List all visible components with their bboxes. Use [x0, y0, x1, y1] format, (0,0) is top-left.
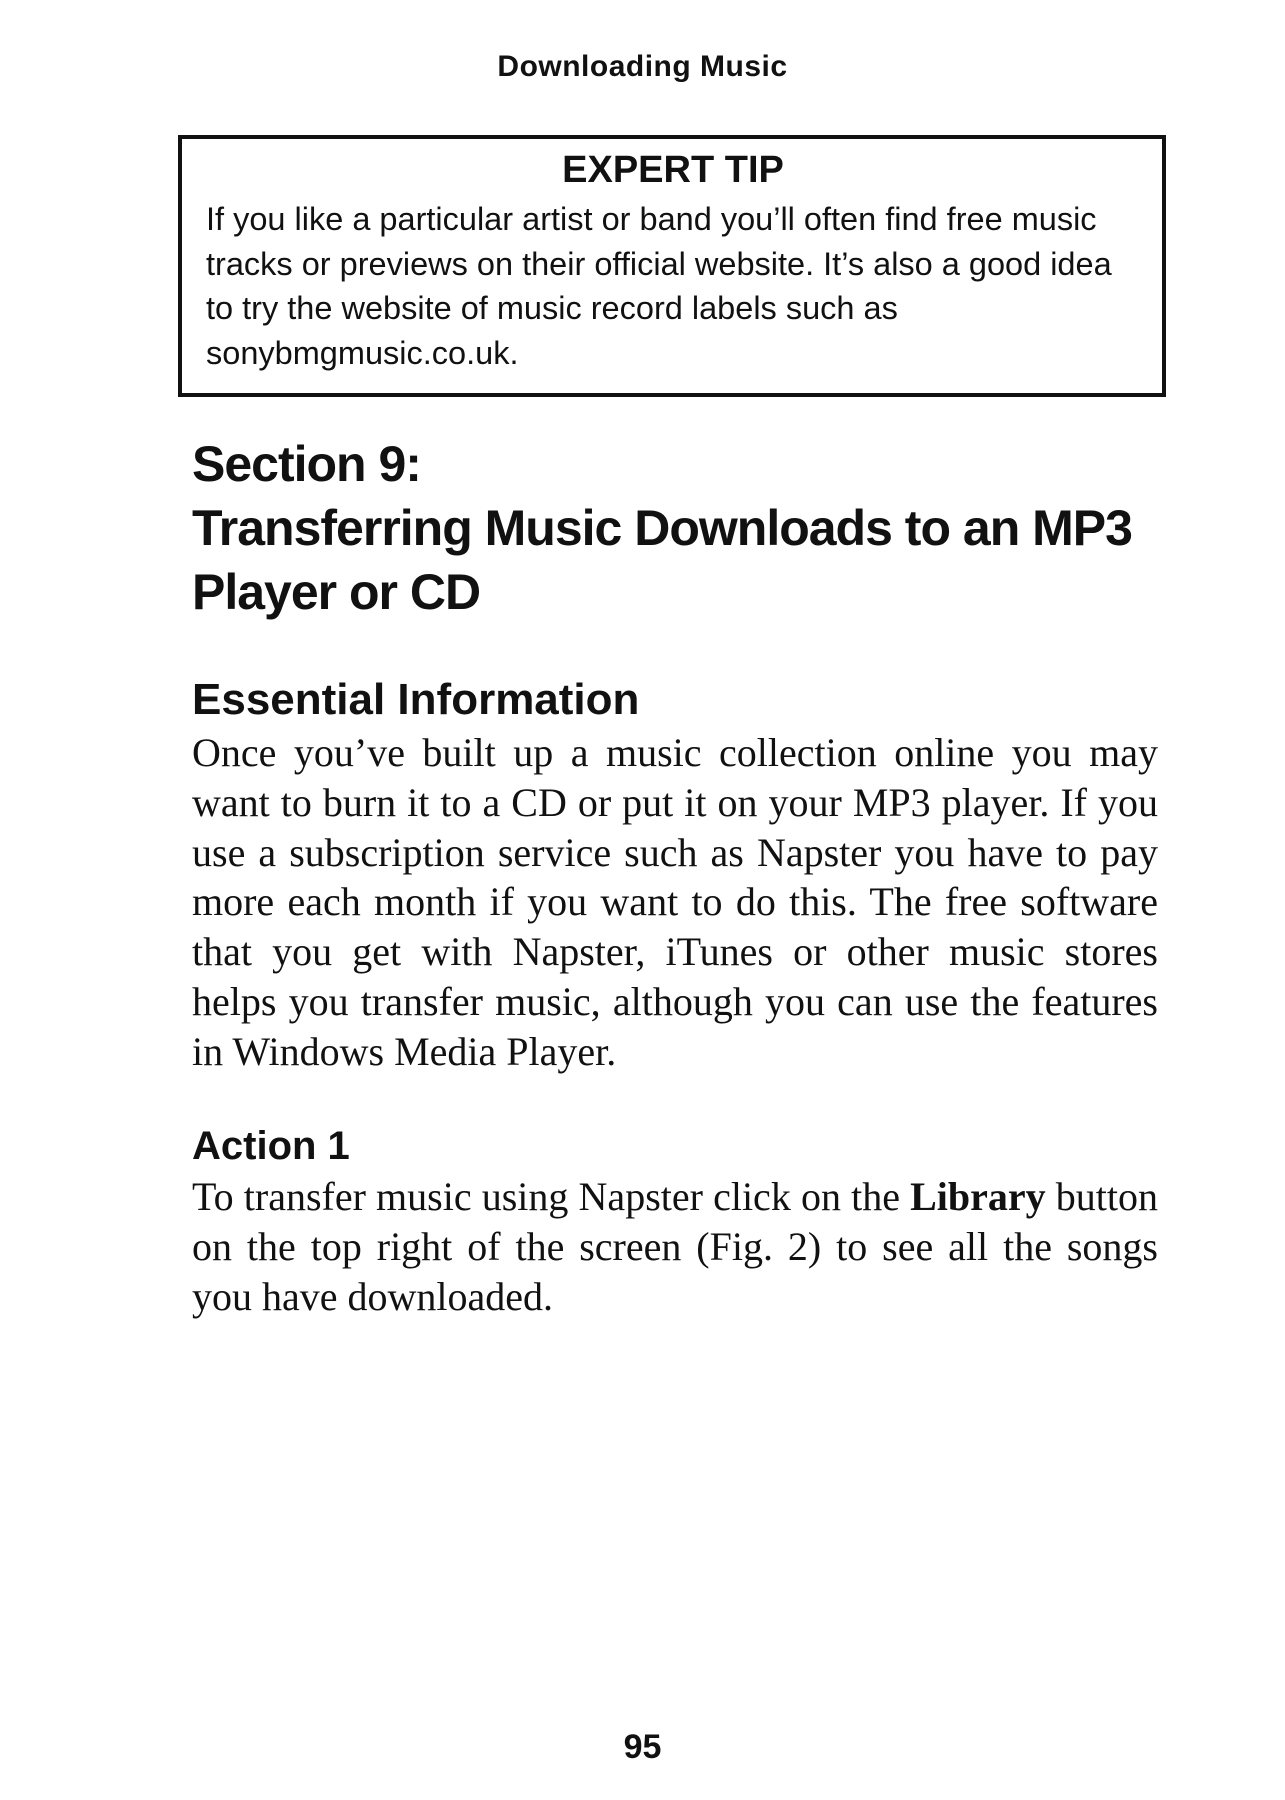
expert-tip-box — [178, 135, 1166, 397]
action-1-heading: Action 1 — [192, 1124, 350, 1168]
action-1-text-after: button on the top right of the screen (Fig. 2) to see all the songs you have downloaded. — [192, 1174, 1159, 1319]
expert-tip-body: If you like a particular artist or band you’ll often find free music tracks or previews on their official website. It’s also a good idea to try the website of music record labels such as sonybmgmusic.co.uk. — [206, 201, 1112, 371]
section-title: Transferring Music Downloads to an MP3 Player or CD — [192, 500, 1132, 620]
expert-tip-title: EXPERT TIP — [562, 149, 784, 191]
section-heading — [192, 432, 1182, 624]
essential-information-body: Once you’ve built up a music collection online you may want to burn it to a CD or put it on your MP3 player. If you use a subscription service such as Napster you have to pay more each month if you want to do this. The free software that you get with Napster, iTunes or other music stores helps you transfer music, although you can use the features in Windows Media Player. — [192, 730, 1158, 1074]
running-head: Downloading Music — [497, 50, 788, 83]
action-1-body — [192, 1172, 1158, 1321]
page-number: 95 — [623, 1728, 662, 1766]
essential-information-heading: Essential Information — [192, 675, 640, 724]
library-term: Library — [910, 1174, 1046, 1219]
action-1-text-before: To transfer music using Napster click on the — [192, 1174, 911, 1219]
section-number: Section 9: — [192, 436, 421, 492]
